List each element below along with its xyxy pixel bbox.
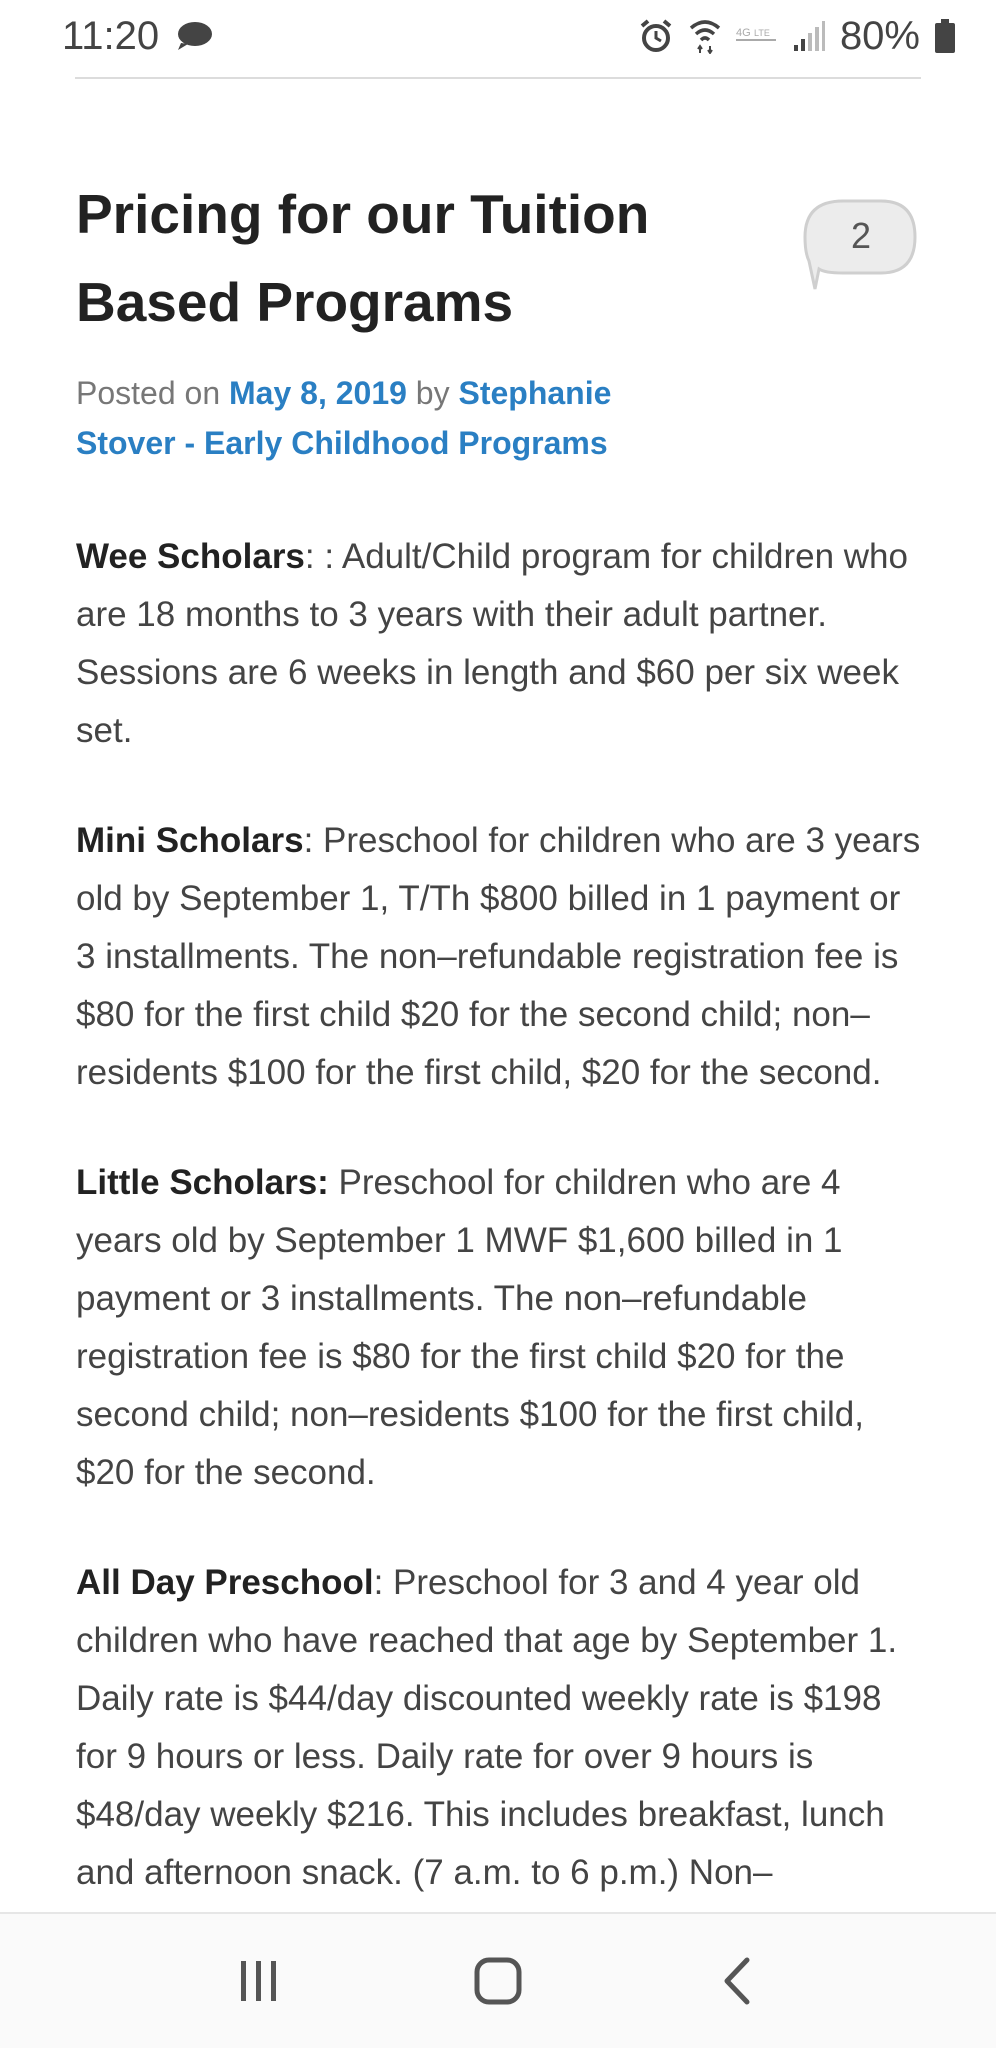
program-paragraph — [76, 1554, 922, 1902]
back-icon — [719, 1956, 755, 2006]
article — [76, 170, 922, 1937]
recent-apps-icon — [235, 1959, 283, 2003]
volte-icon — [736, 24, 778, 48]
alarm-icon — [638, 18, 674, 54]
program-description: : Preschool for children who are 3 years old by September 1, T/Th $800 billed in 1 payment or 3 installments. The non–refundable registration fee is $80 for the first child $20 for the second child; non–residents $100 for the first child, $20 for the second. — [76, 821, 921, 1092]
program-name: Mini Scholars — [76, 821, 304, 860]
post-title-line-2[interactable]: Based Programs — [76, 271, 514, 333]
recent-apps-button[interactable] — [219, 1941, 299, 2021]
meta-by: by — [406, 375, 459, 411]
meta-prefix: Posted on — [76, 375, 229, 411]
clock: 11:20 — [62, 13, 160, 58]
program-paragraph — [76, 528, 922, 760]
program-description: : : Adult/Child program for children who are 18 months to 3 years with their adult partner. Sessions are 6 weeks in length and $60 per six week set. — [76, 537, 908, 750]
wifi-icon — [688, 18, 722, 54]
svg-text:LTE: LTE — [753, 28, 770, 38]
signal-icon — [792, 19, 826, 53]
program-name: All Day Preschool — [76, 1563, 374, 1602]
post-author-link[interactable]: Stephanie Stover - Early Childhood Programs — [76, 375, 612, 461]
program-paragraph — [76, 812, 922, 1102]
status-bar — [0, 0, 996, 72]
program-paragraph — [76, 1154, 922, 1502]
post-meta — [76, 368, 646, 468]
post-date-link[interactable]: May 8, 2019 — [229, 375, 407, 411]
battery-level: 80% — [839, 13, 920, 58]
back-button[interactable] — [697, 1941, 777, 2021]
comment-count[interactable]: 2 — [850, 215, 872, 256]
system-nav-bar — [0, 1912, 996, 2048]
home-button[interactable] — [458, 1941, 538, 2021]
home-icon — [473, 1956, 523, 2006]
chat-bubble-icon — [175, 21, 213, 51]
program-name: Little Scholars: — [76, 1163, 329, 1202]
battery-icon — [934, 18, 956, 54]
program-description: Preschool for children who are 4 years old by September 1 MWF $1,600 billed in 1 payment or 3 installments. The non–refundable registration fee is $80 for the first child $20 for the second child; non–residents $100 for the first child, $20 for the second. — [76, 1163, 864, 1492]
svg-text:4G: 4G — [735, 27, 751, 39]
program-name: Wee Scholars — [76, 537, 305, 576]
post-title-line-1[interactable]: Pricing for our Tuition — [76, 183, 650, 245]
post-title[interactable] — [76, 170, 726, 346]
program-description: : Preschool for 3 and 4 year old children who have reached that age by September 1. Daily rate is $44/day discounted weekly rate is $198 for 9 hours or less. Daily rate for over 9 hours is $48/day weekly $216. This includes breakfast, lunch and afternoon snack. (7 a.m. to 6 p.m.) Non– — [76, 1563, 898, 1892]
status-divider — [75, 77, 921, 79]
